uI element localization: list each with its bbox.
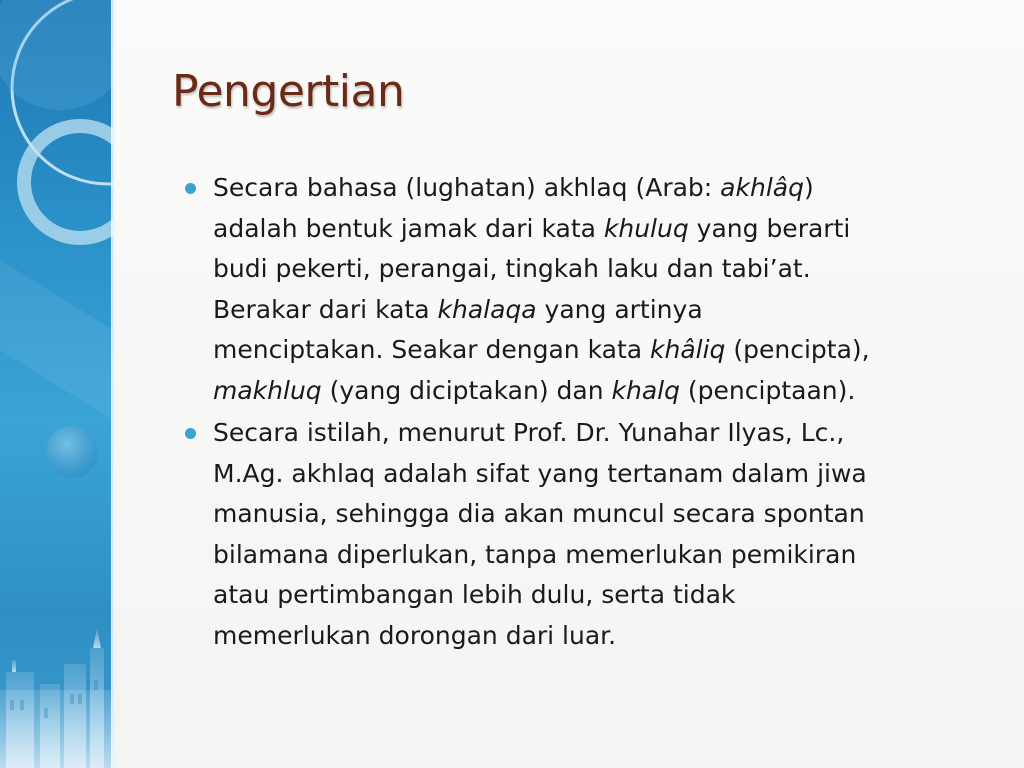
bullet-icon xyxy=(185,428,196,439)
text-segment: atau pertimbangan lebih dulu, serta tidak xyxy=(213,580,736,609)
bullet-text-line xyxy=(213,209,1003,250)
italic-term: khalaqa xyxy=(437,294,537,324)
bullet-text-line xyxy=(213,330,1003,371)
text-segment: Secara bahasa (lughatan) akhlaq (Arab: xyxy=(213,173,721,202)
italic-term: khuluq xyxy=(603,213,689,243)
italic-term: khalq xyxy=(611,375,680,405)
decorative-side-panel xyxy=(0,0,113,768)
slide-title: Pengertian xyxy=(172,66,405,117)
bullet-item xyxy=(183,413,1003,656)
bullet-text-line xyxy=(213,168,1003,209)
text-segment: Berakar dari kata xyxy=(213,294,438,324)
italic-term: akhlâq xyxy=(720,173,804,202)
bullet-text-line xyxy=(213,371,1003,412)
italic-term: khâliq xyxy=(650,335,726,364)
text-segment: budi pekerti, perangai, tingkah laku dan tabi’at. xyxy=(213,254,811,283)
bullet-text-line xyxy=(213,249,1003,290)
side-panel-divider xyxy=(111,0,115,768)
text-segment: menciptakan. Seakar dengan kata xyxy=(213,335,651,364)
text-segment: yang berarti xyxy=(688,213,851,243)
italic-term: makhluq xyxy=(213,375,322,405)
text-segment: Secara istilah, menurut Prof. Dr. Yunahar Ilyas, Lc., xyxy=(213,418,845,447)
bullet-text-line xyxy=(213,616,1003,657)
bullet-text-line xyxy=(213,535,1003,576)
bullet-text-line xyxy=(213,413,1003,454)
text-segment: memerlukan dorongan dari luar. xyxy=(213,620,617,650)
text-segment: (penciptaan). xyxy=(679,375,856,405)
bullet-item xyxy=(183,168,1003,411)
bullet-text-line xyxy=(213,454,1003,495)
text-segment: manusia, sehingga dia akan muncul secara spontan xyxy=(213,499,865,528)
text-segment: yang artinya xyxy=(536,294,703,324)
bullet-text-line xyxy=(213,575,1003,616)
bullet-text-line xyxy=(213,494,1003,535)
text-segment: ) xyxy=(803,173,814,202)
text-segment: (pencipta), xyxy=(725,335,870,364)
text-segment: (yang diciptakan) dan xyxy=(321,375,612,405)
bullet-text-line xyxy=(213,290,1003,331)
decorative-circles-graphic xyxy=(0,0,113,768)
text-segment: M.Ag. akhlaq adalah sifat yang tertanam dalam jiwa xyxy=(213,458,867,488)
bullet-icon xyxy=(185,183,196,194)
text-segment: adalah bentuk jamak dari kata xyxy=(213,213,604,243)
bullet-list xyxy=(183,168,1003,658)
text-segment: bilamana diperlukan, tanpa memerlukan pemikiran xyxy=(213,539,857,569)
